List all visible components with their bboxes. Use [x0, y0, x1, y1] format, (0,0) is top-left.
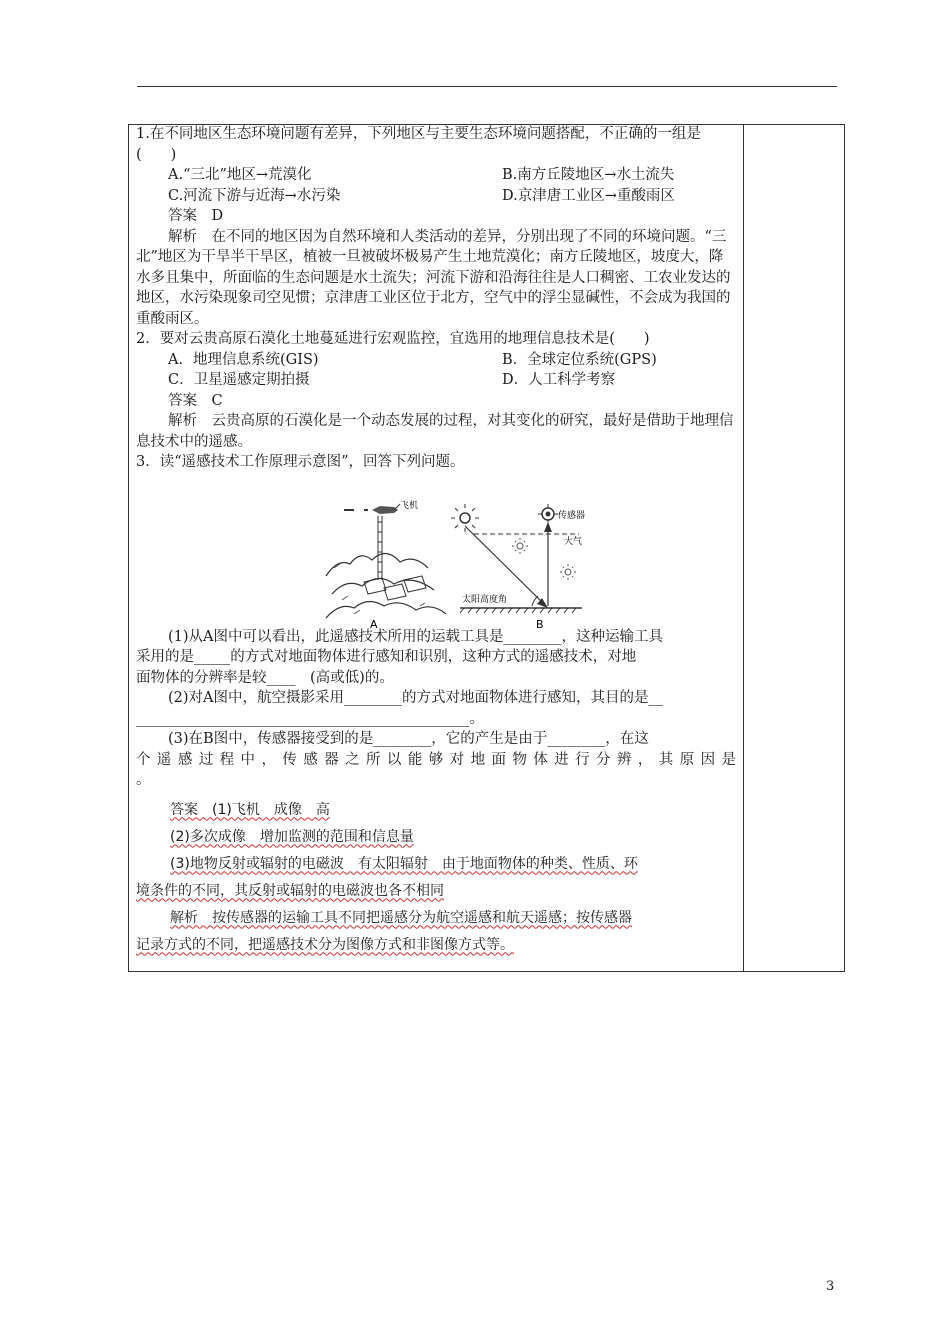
- q1-analysis: 解析 在不同的地区因为自然环境和人类活动的差异，分别出现了不同的环境问题。“三北”地区为干旱半干旱区，植被一旦被破坏极易产生土地荒漠化；南方丘陵地区，坡度大，降水多且集中，所面临的生态问题是水土流失；河流下游和沿海往往是人口稠密、工农业发达的地区，水污染现象司空见惯；京津唐工业区位于北方，空气中的浮尘显碱性，不会成为我国的重酸雨区。: [136, 228, 731, 327]
- remote-sensing-figure: [324, 498, 594, 630]
- q2-answer: 答案 C: [168, 392, 223, 409]
- q1-option-b: B.南方丘陵地区→水土流失: [502, 167, 675, 183]
- q1-answer: 答案 D: [168, 208, 224, 224]
- q1-options-row1: [136, 165, 736, 186]
- q1-option-d: D.京津唐工业区→重酸雨区: [502, 187, 675, 204]
- q3-analysis-text1: 解析 按传感器的运输工具不同把遥感分为航空遥感和航天遥感；按传感器: [170, 909, 632, 926]
- q3-answer-3-line2: [136, 878, 736, 905]
- figure-a: [326, 499, 446, 630]
- q3-answer-1: [136, 797, 736, 824]
- table-column-divider: [743, 124, 744, 972]
- figure-b: [451, 504, 585, 630]
- q2-options-row2: [136, 370, 736, 391]
- sensor-label: 传感器: [558, 511, 586, 521]
- header-rule: [137, 86, 837, 87]
- q2-analysis: 解析 云贵高原的石漠化是一个动态发展的过程，对其变化的研究，最好是借助于地理信息技术中的遥感。: [136, 413, 734, 450]
- q3-answer-3-line1: [136, 851, 736, 878]
- q3-analysis-text2: 记录方式的不同，把遥感技术分为图像方式和非图像方式等。: [136, 936, 514, 953]
- q1-option-a: A.“三北”地区→荒漠化: [168, 167, 312, 183]
- q3-sub2-line1: (2)对A图中，航空摄影采用________的方式对地面物体进行感知，其目的是__: [168, 690, 664, 706]
- scatter-mark-2: [560, 564, 576, 580]
- q3-sub3-line3: 。: [136, 772, 151, 788]
- figure-a-label: A: [370, 618, 378, 630]
- q3-answer-3-text2: 境条件的不同，其反射或辐射的电磁波也各不相同: [136, 882, 444, 899]
- q3-sub1-line1: (1)从A图中可以看出，此遥感技术所用的运载工具是________，这种运输工具: [168, 628, 664, 645]
- q3-answer-1-text: 答案 (1)飞机 成像 高: [170, 801, 330, 818]
- q3-stem: 3．读“遥感技术工作原理示意图”，回答下列问题。: [136, 454, 465, 470]
- q2-stem: 2．要对云贵高原石漠化土地蔓延进行宏观监控，宜选用的地理信息技术是( ): [136, 331, 650, 347]
- q2-option-d: D．人工科学考察: [502, 372, 616, 388]
- q1-options-row2: [136, 186, 736, 207]
- q3-sub2-line2: ______________________________________________。: [136, 710, 484, 727]
- q3-answer-2: [136, 824, 736, 851]
- q1-option-c: C.河流下游与近海→水污染: [168, 187, 341, 204]
- q2-option-c: C．卫星遥感定期拍摄: [168, 372, 310, 388]
- q1-stem: 1.在不同地区生态环境问题有差异，下列地区与主要生态环境问题搭配，不正确的一组是( ): [136, 126, 701, 163]
- q2-options-row1: [136, 350, 736, 371]
- q3-sub1-line3: 面物体的分辨率是较____ (高或低)的。: [136, 669, 394, 686]
- q3-answer-3-text1: (3)地物反射或辐射的电磁波 有太阳辐射 由于地面物体的种类、性质、环: [170, 855, 638, 872]
- q2-option-a: A．地理信息系统(GIS): [168, 351, 319, 368]
- q3-analysis-line2: [136, 932, 736, 959]
- q2-option-b: B．全球定位系统(GPS): [502, 351, 657, 368]
- figure-b-label: B: [536, 618, 544, 630]
- q3-analysis-line1: [136, 905, 736, 932]
- q3-sub3-line1: (3)在B图中，传感器接受到的是________，它的产生是由于________，在这: [168, 731, 649, 747]
- q3-answer-2-text: (2)多次成像 增加监测的范围和信息量: [170, 828, 414, 845]
- scatter-mark-1: [512, 538, 528, 554]
- sun-angle-label: 太阳高度角: [462, 595, 508, 605]
- q3-sub1-line2: 采用的是_____的方式对地面物体进行感知和识别，这种方式的遥感技术，对地: [136, 649, 637, 665]
- atmosphere-label: 大气: [564, 537, 583, 547]
- page-number: 3: [826, 1279, 835, 1294]
- q3-sub3-line2: 个遥感过程中，传感器之所以能够对地面物体进行分辨，其原因是: [136, 751, 736, 768]
- plane-label: 飞机: [400, 501, 419, 511]
- sun-icon: [460, 513, 470, 523]
